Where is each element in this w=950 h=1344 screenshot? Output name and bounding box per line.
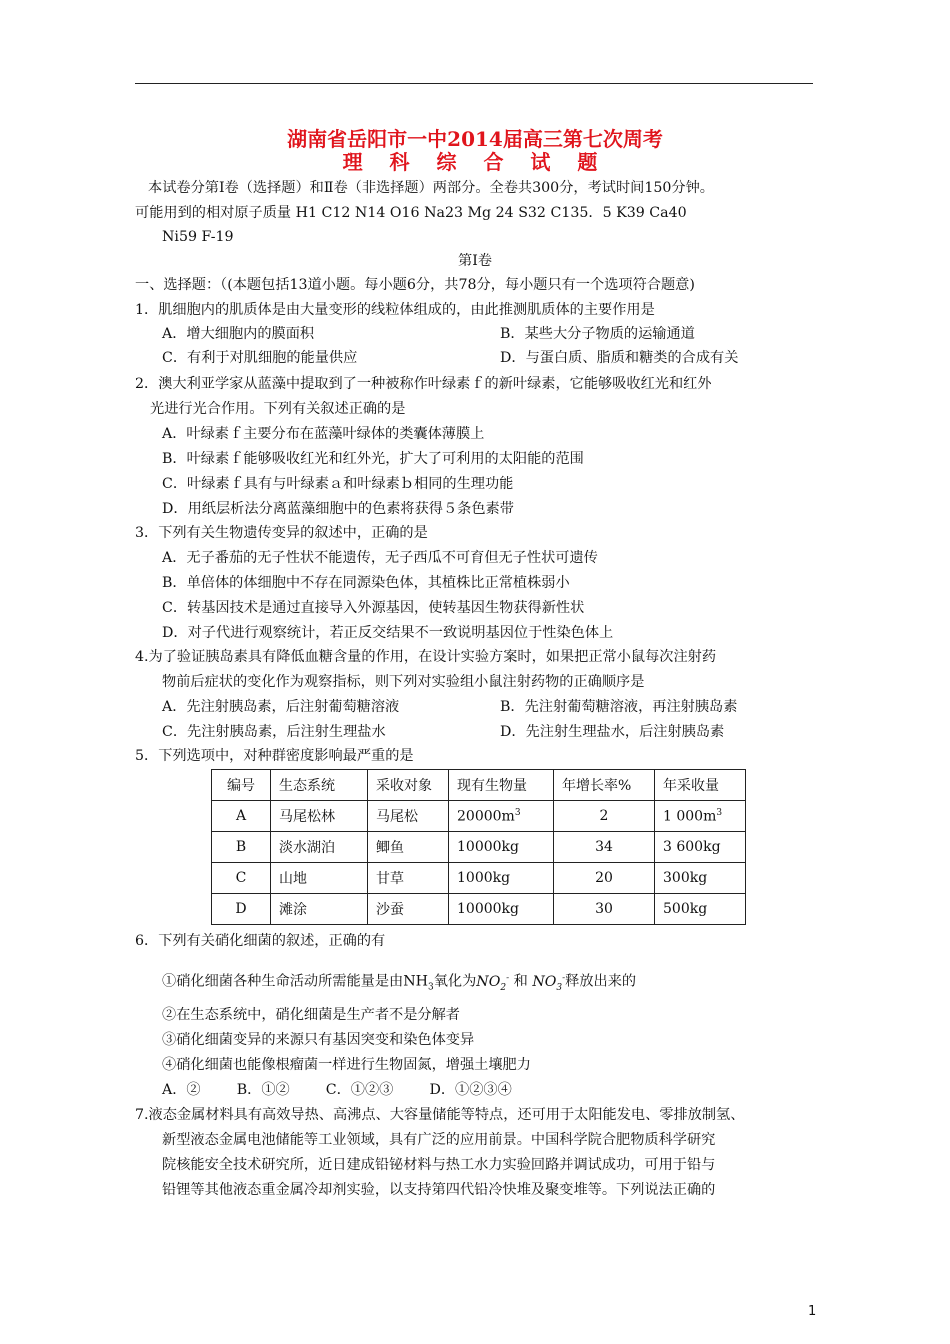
data-table <box>211 769 746 925</box>
subscript: 2 <box>500 982 507 993</box>
statement-1 <box>162 968 636 998</box>
table-cell: 34 <box>554 832 655 863</box>
statement-text: 氧化为 <box>433 973 477 990</box>
question-stem: 铅锂等其他液态重金属冷却剂实验，以支持第四代铅冷快堆及聚变堆等。下列说法正确的 <box>162 1182 716 1198</box>
question-stem: 6．下列有关硝化细菌的叙述，正确的有 <box>135 933 386 949</box>
option-b: B．叶绿素ｆ能够吸收红光和红外光，扩大了可利用的太阳能的范围 <box>162 451 584 467</box>
question-stem: 院核能安全技术研究所，近日建成铅铋材料与热工水力实验回路并调试成功，可用于铅与 <box>162 1157 716 1173</box>
table-cell: 滩涂 <box>271 894 368 925</box>
unit-superscript: 3 <box>716 807 723 818</box>
table-cell: 10000kg <box>449 832 554 863</box>
option-d: D．与蛋白质、脂质和糖类的合成有关 <box>500 350 739 366</box>
column-header: 采收对象 <box>368 770 449 801</box>
table-cell: 马尾松 <box>368 801 449 832</box>
column-header: 生态系统 <box>271 770 368 801</box>
option-b: B．某些大分子物质的运输通道 <box>500 326 695 342</box>
question-stem: 4.为了验证胰岛素具有降低血糖含量的作用，在设计实验方案时，如果把正常小鼠每次注射药 <box>135 649 717 665</box>
statement-2: ②在生态系统中，硝化细菌是生产者不是分解者 <box>162 1007 460 1023</box>
option-c: C．叶绿素ｆ具有与叶绿素ａ和叶绿素ｂ相同的生理功能 <box>162 476 514 492</box>
superscript: - <box>506 973 510 983</box>
table-cell: 2 <box>554 801 655 832</box>
part-title: 第Ⅰ卷 <box>458 253 492 269</box>
table-cell <box>449 801 554 832</box>
formula-text: NO <box>532 973 557 990</box>
option-a: A．无子番茄的无子性状不能遗传，无子西瓜不可育但无子性状可遗传 <box>162 550 598 566</box>
question-stem: 物前后症状的变化作为观察指标，则下列对实验组小鼠注射药物的正确顺序是 <box>162 674 645 690</box>
table-cell: 沙蚕 <box>368 894 449 925</box>
table-header-row <box>212 770 746 801</box>
table-cell: 山地 <box>271 863 368 894</box>
subscript: 3 <box>427 982 434 993</box>
table-cell: 马尾松林 <box>271 801 368 832</box>
intro-line: Ni59 F-19 <box>162 229 234 245</box>
table-cell: 500kg <box>655 894 746 925</box>
table-cell: 30 <box>554 894 655 925</box>
statement-3: ③硝化细菌变异的来源只有基因突变和染色体变异 <box>162 1032 475 1048</box>
table-cell: 10000kg <box>449 894 554 925</box>
question-stem: 1．肌细胞内的肌质体是由大量变形的线粒体组成的，由此推测肌质体的主要作用是 <box>135 302 655 318</box>
table-cell: D <box>212 894 271 925</box>
intro-line: 可能用到的相对原子质量 H1 C12 N14 O16 Na23 Mg 24 S32 C135．5 K39 Ca40 <box>135 205 687 221</box>
option-d: D．对子代进行观察统计，若正反交结果不一致说明基因位于性染色体上 <box>162 625 614 641</box>
table-row <box>212 832 746 863</box>
question-stem: 新型液态金属电池储能等工业领域，具有广泛的应用前景。中国科学院合肥物质科学研究 <box>162 1132 716 1148</box>
option-a: A．叶绿素ｆ主要分布在蓝藻叶绿体的类囊体薄膜上 <box>162 426 485 442</box>
page-number: 1 <box>808 1304 817 1319</box>
option-c: C．先注射胰岛素，后注射生理盐水 <box>162 724 386 740</box>
column-header: 编号 <box>212 770 271 801</box>
column-header: 现有生物量 <box>449 770 554 801</box>
question-stem: 5．下列选项中，对种群密度影响最严重的是 <box>135 748 414 764</box>
table-cell <box>655 801 746 832</box>
unit-superscript: 3 <box>514 807 521 818</box>
table-cell: 300kg <box>655 863 746 894</box>
question-stem: 2．澳大利亚学家从蓝藻中提取到了一种被称作叶绿素ｆ的新叶绿素，它能够吸收红光和红外 <box>135 376 712 392</box>
column-header: 年采收量 <box>655 770 746 801</box>
question-stem: 7.液态金属材料具有高效导热、高沸点、大容量储能等特点，还可用于太阳能发电、零排放制氢、 <box>135 1107 745 1123</box>
statement-text: 释放出来的 <box>565 973 637 990</box>
question-stem: 光进行光合作用。下列有关叙述正确的是 <box>150 401 406 417</box>
subscript: 3 <box>556 982 563 993</box>
statement-text: ①硝化细菌各种生命活动所需能量是由NH <box>162 973 428 990</box>
page-title: 湖南省岳阳市一中2014届高三第七次周考 <box>287 127 663 151</box>
option-d: D．先注射生理盐水，后注射胰岛素 <box>500 724 725 740</box>
option-b: B．先注射葡萄糖溶液，再注射胰岛素 <box>500 699 738 715</box>
cell-value: 1 000m <box>663 808 717 825</box>
intro-line: 本试卷分第Ⅰ卷（选择题）和Ⅱ卷（非选择题）两部分。全卷共300分，考试时间150分钟。 <box>148 180 714 196</box>
option-c: C．有利于对肌细胞的能量供应 <box>162 350 358 366</box>
option-c: C．转基因技术是通过直接导入外源基因，使转基因生物获得新性状 <box>162 600 585 616</box>
option-b: B．单倍体的体细胞中不存在同源染色体，其植株比正常植株弱小 <box>162 575 570 591</box>
table-cell: B <box>212 832 271 863</box>
table-cell: A <box>212 801 271 832</box>
table-row <box>212 863 746 894</box>
table-cell: 淡水湖泊 <box>271 832 368 863</box>
table-cell: 甘草 <box>368 863 449 894</box>
table-cell: 鲫鱼 <box>368 832 449 863</box>
question-stem: 3．下列有关生物遗传变异的叙述中，正确的是 <box>135 525 428 541</box>
formula-no3 <box>532 973 566 993</box>
table-row <box>212 801 746 832</box>
formula-text: NO <box>476 973 501 990</box>
table-row <box>212 894 746 925</box>
option-a: A．增大细胞内的膜面积 <box>162 326 315 342</box>
option-a: A．先注射胰岛素，后注射葡萄糖溶液 <box>162 699 400 715</box>
header-rule <box>135 83 813 84</box>
column-header: 年增长率% <box>554 770 655 801</box>
statement-4: ④硝化细菌也能像根瘤菌一样进行生物固氮，增强土壤肥力 <box>162 1057 531 1073</box>
option-d: D．用纸层析法分离蓝藻细胞中的色素将获得５条色素带 <box>162 501 514 517</box>
formula-no2 <box>476 973 510 993</box>
statement-text: 和 <box>509 973 533 990</box>
section-title: 一、选择题：（(本题包括13道小题。每小题6分，共78分，每小题只有一个选项符合题意) <box>135 277 695 293</box>
table-cell: 3 600kg <box>655 832 746 863</box>
page-subtitle: 理 科 综 合 试 题 <box>342 150 608 174</box>
table-cell: C <box>212 863 271 894</box>
table-cell: 20 <box>554 863 655 894</box>
superscript: - <box>562 973 566 983</box>
table-cell: 1000kg <box>449 863 554 894</box>
cell-value: 20000m <box>457 808 515 825</box>
answer-options: A．② B．①② C．①②③ D．①②③④ <box>162 1082 512 1098</box>
